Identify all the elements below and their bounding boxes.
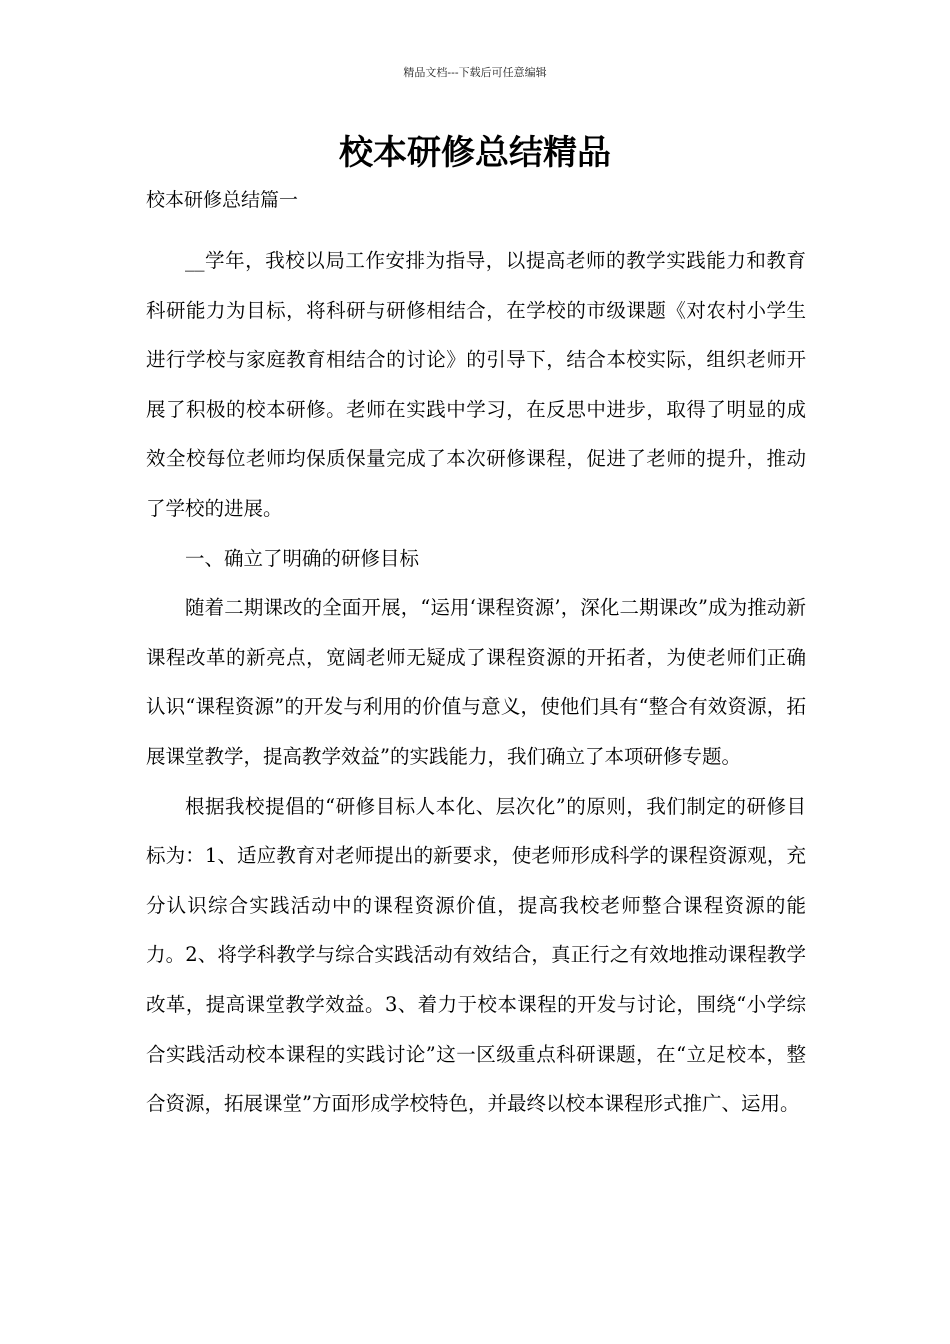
document-body (146, 236, 806, 1129)
paragraph-intro: __学年，我校以局工作安排为指导，以提高老师的教学实践能力和教育科研能力为目标，将科研与研修相结合，在学校的市级课题《对农村小学生进行学校与家庭教育相结合的讨论》的引导下，结合本校实际，组织老师开展了积极的校本研修。老师在实践中学习，在反思中进步，取得了明显的成效全校每位老师均保质保量完成了本次研修课程，促进了老师的提升，推动了学校的进展。 (146, 249, 806, 520)
paragraph-goals: 根据我校提倡的“研修目标人本化、层次化”的原则，我们制定的研修目标为：1、适应教育对老师提出的新要求，使老师形成科学的课程资源观，充分认识综合实践活动中的课程资源价值，提高我校老师整合课程资源的能力。2、将学科教学与综合实践活动有效结合，真正行之有效地推动课程教学改革，提高课堂教学效益。3、着力于校本课程的开发与讨论，围绕“小学综合实践活动校本课程的实践讨论”这一区级重点科研课题，在“立足校本，整合资源，拓展课堂”方面形成学校特色，并最终以校本课程形式推广、运用。 (146, 794, 806, 1116)
paragraph-background: 随着二期课改的全面开展，“运用‘课程资源’，深化二期课改”成为推动新课程改革的新亮点，宽阔老师无疑成了课程资源的开拓者，为使老师们正确认识“课程资源”的开发与利用的价值与意义，使他们具有“整合有效资源，拓展课堂教学，提高教学效益”的实践能力，我们确立了本项研修专题。 (146, 596, 806, 768)
subheading-goal: 一、确立了明确的研修目标 (185, 546, 420, 570)
section-heading: 校本研修总结篇一 (146, 189, 299, 211)
document-title: 校本研修总结精品 (339, 133, 611, 173)
header-note: 精品文档---下载后可任意编辑 (403, 66, 547, 79)
